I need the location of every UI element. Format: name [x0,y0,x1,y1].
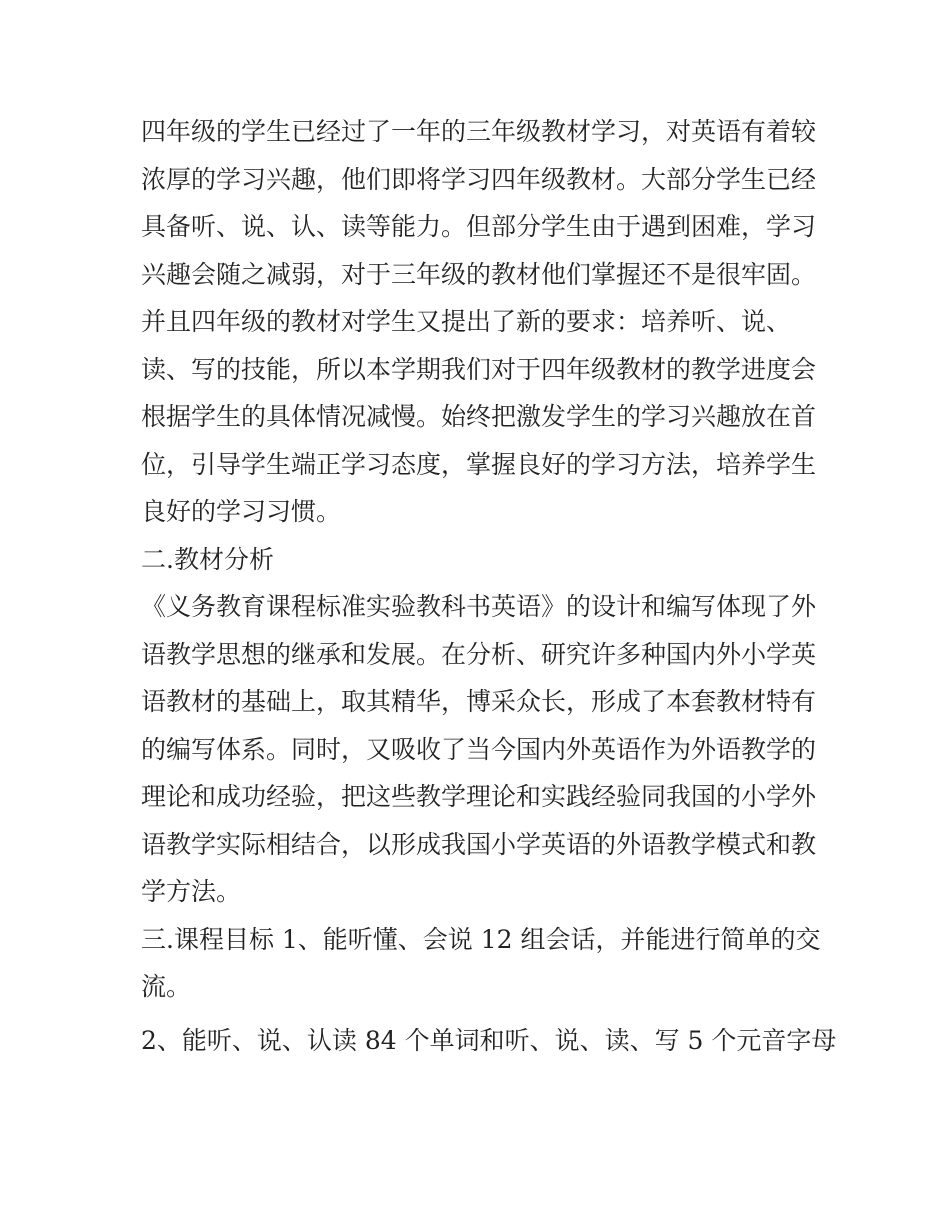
text-line: 良好的学习习惯。 [141,497,342,526]
goal-line: 流。 [141,972,192,1001]
text-line: 《义务教育课程标准实验教科书英语》的设计和编写体现了外 [141,592,817,621]
text-line: 四年级的学生已经过了一年的三年级教材学习，对英语有着较 [141,117,817,146]
text-line: 具备听、说、认、读等能力。但部分学生由于遇到困难，学习 [141,212,817,241]
text-line: 根据学生的具体情况减慢。始终把激发学生的学习兴趣放在首 [141,402,817,431]
text-line: 语教学实际相结合，以形成我国小学英语的外语教学模式和教 [141,829,817,859]
text-line: 位，引导学生端正学习态度，掌握良好的学习方法，培养学生 [141,449,817,479]
goal-line: 三.课程目标 1、能听懂、会说 12 组会话，并能进行简单的交 [141,924,821,954]
text-line: 语教学思想的继承和发展。在分析、研究许多种国内外小学英 [141,639,817,669]
text-line: 的编写体系。同时，又吸收了当今国内外英语作为外语教学的 [141,734,817,764]
text-line: 理论和成功经验，把这些教学理论和实践经验同我国的小学外 [141,782,817,811]
text-line: 浓厚的学习兴趣，他们即将学习四年级教材。大部分学生已经 [141,164,817,194]
section-heading-materials: 二.教材分析 [141,544,274,574]
materials-paragraph [141,583,817,916]
text-line: 读、写的技能，所以本学期我们对于四年级教材的教学进度会 [141,354,817,384]
text-line: 语教材的基础上，取其精华，博采众长，形成了本套教材特有 [141,687,817,716]
text-line: 并且四年级的教材对学生又提出了新的要求：培养听、说、 [141,307,792,336]
intro-paragraph [141,108,817,536]
text-line: 学方法。 [141,877,242,906]
text-line: 兴趣会随之减弱，对于三年级的教材他们掌握还不是很牢固。 [141,259,817,289]
document-body [141,108,837,1064]
goals-section [141,916,837,1065]
goal-line: 2、能听、说、认读 84 个单词和听、说、读、写 5 个元音字母 [141,1025,837,1055]
